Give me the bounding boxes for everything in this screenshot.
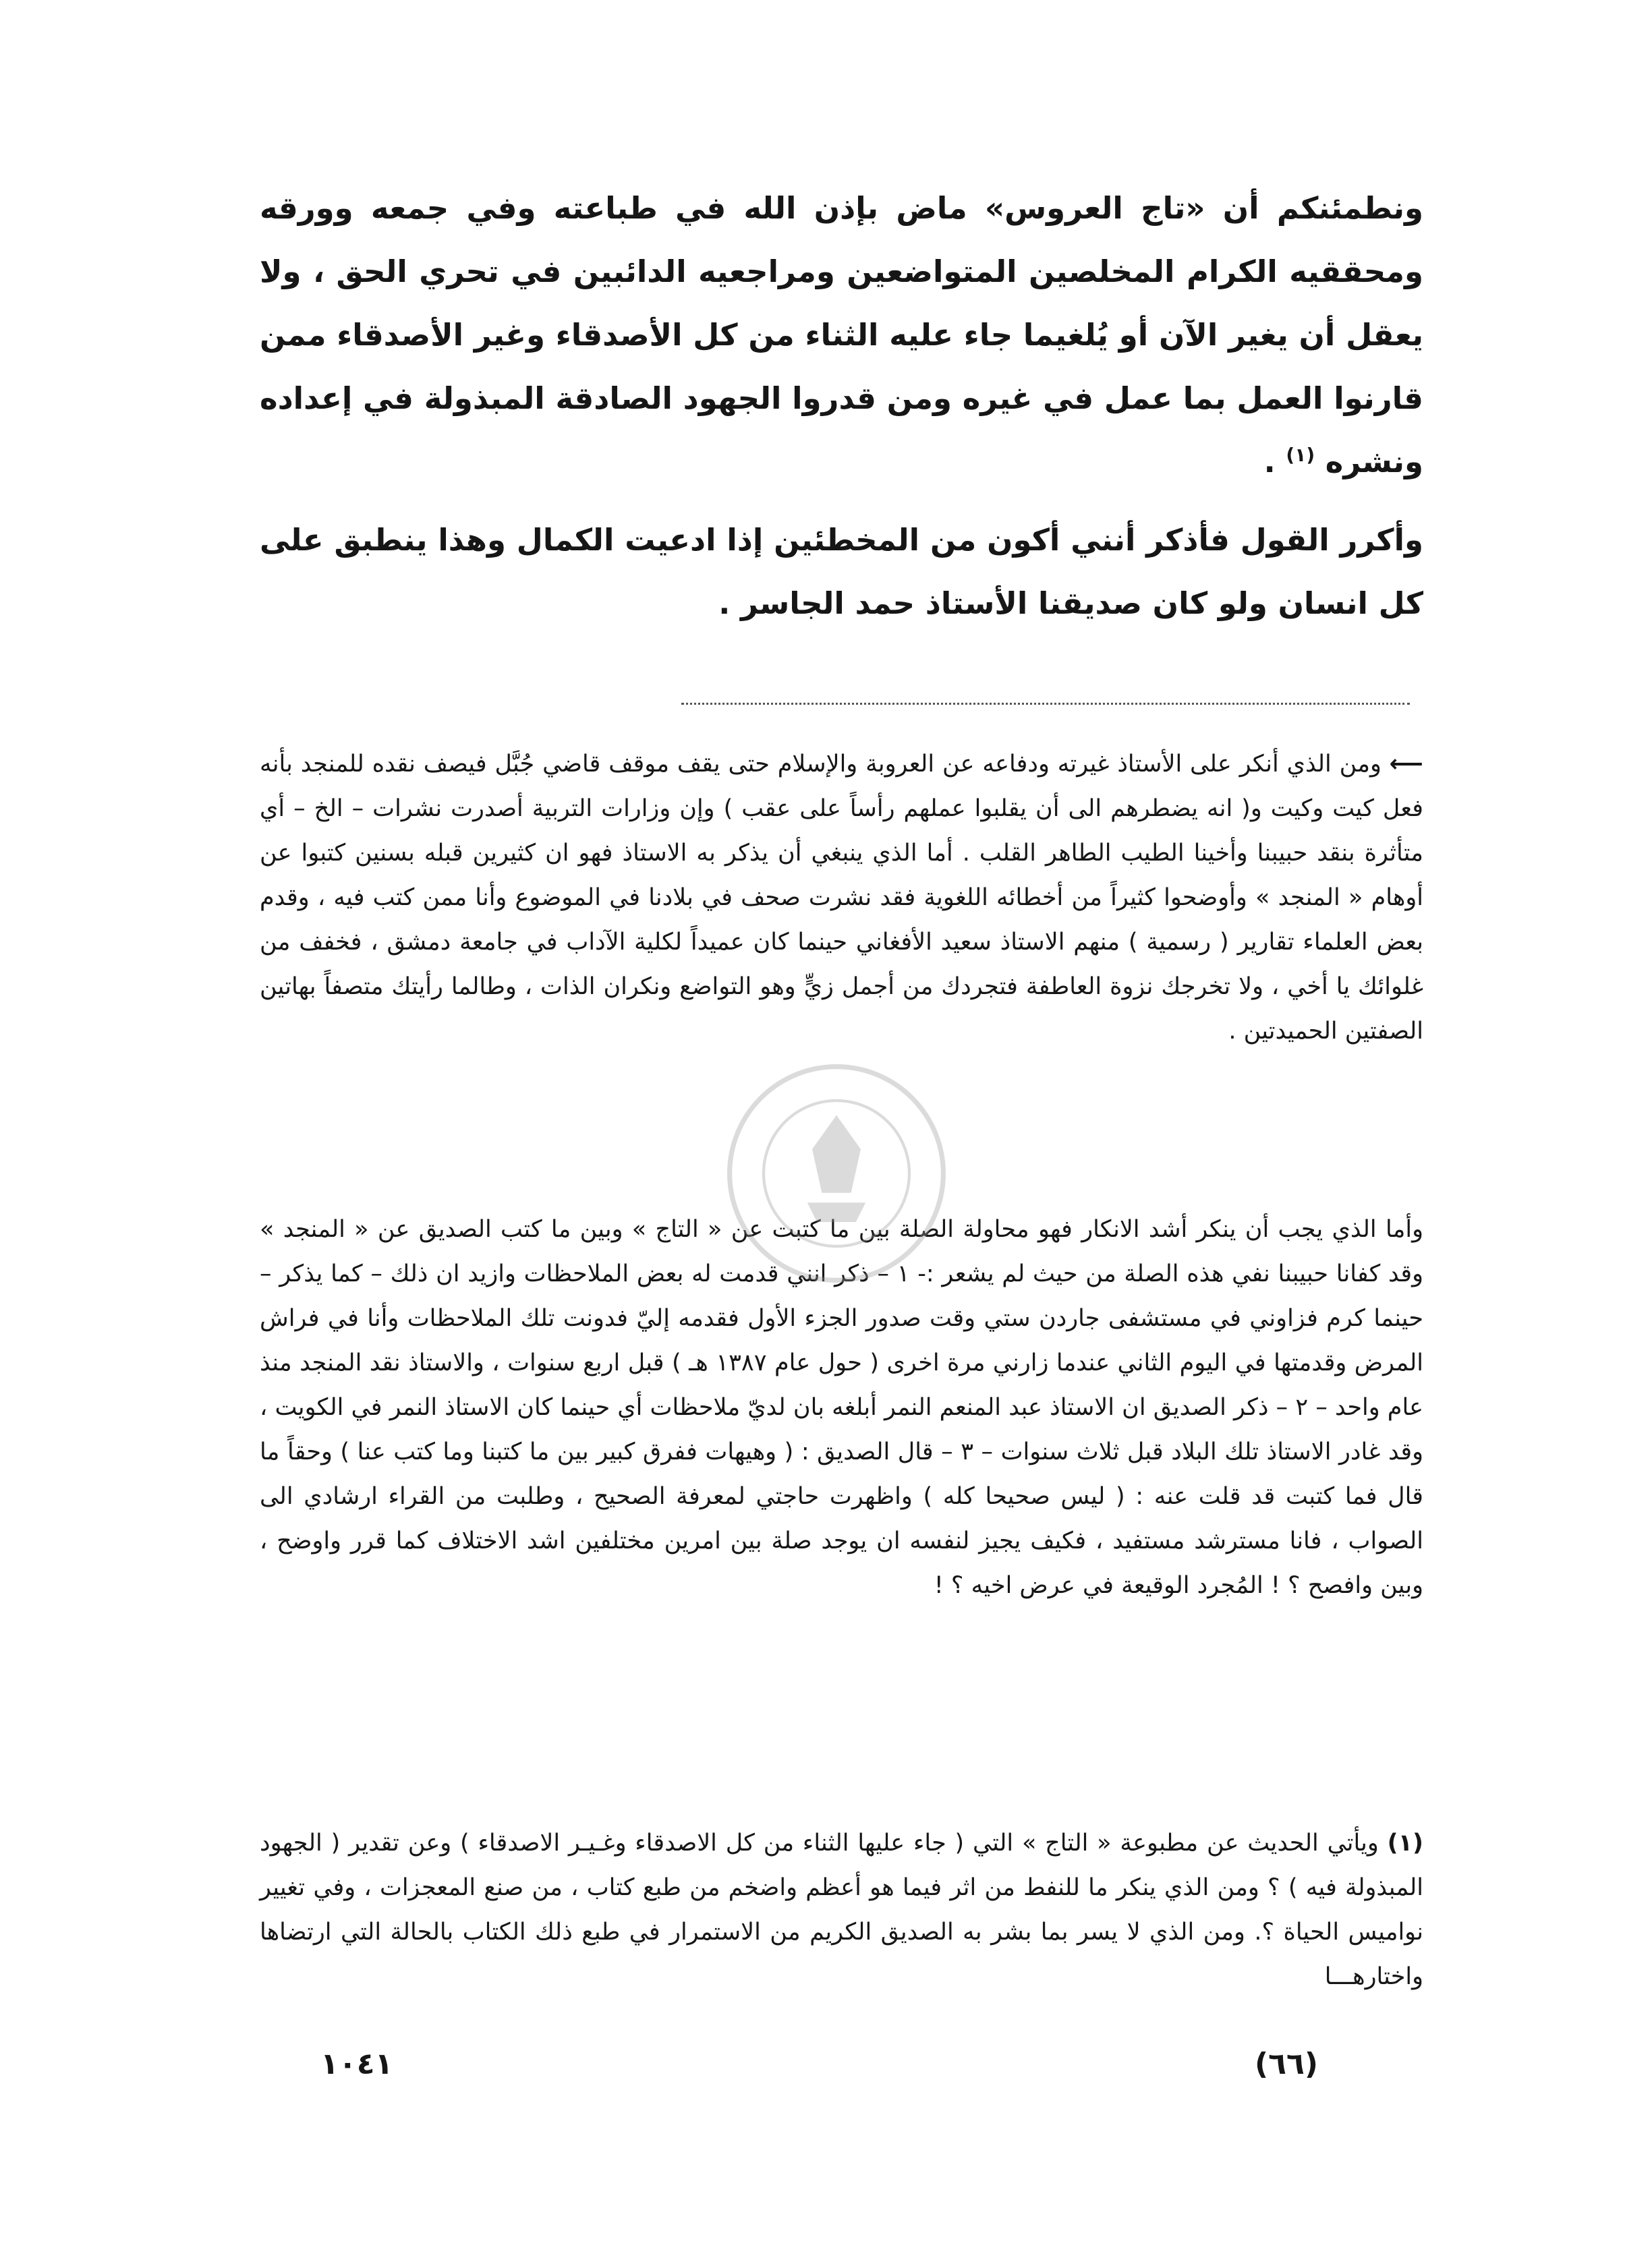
main-paragraph-2: وأكرر القول فأذكر أنني أكون من المخطئين إذا ادعيت الكمال وهذا ينطبق على كل انسان ولو كان صديقنا الأستاذ حمد الجاسر . [260, 522, 1423, 621]
footnote-1-text: ويأتي الحديث عن مطبوعة « التاج » التي ( جاء عليها الثناء من كل الاصدقاء وغـيـر الاصدقاء ) وعن تقدير ( الجهود المبذولة فيه ) ؟ ومن الذي ينكر ما للنفط من اثر فيما هو أعظم واضخم من طبع كتاب ، من صنع المعجزات ، وفي تغيير نواميس الحياة ؟. ومن الذي لا يسر بما بشر به الصديق الكريم من الاستمرار في طبع ذلك الكتاب بالحالة التي ارتضاها واختارهـــا [260, 1830, 1423, 1990]
main-text [260, 177, 1423, 635]
page-number-right: (٦٦) [1255, 2047, 1318, 2081]
footnote-paragraph-text: وأما الذي يجب أن ينكر أشد الانكار فهو محاولة الصلة بين ما كتبت عن « التاج » وبين ما كتب الصديق عن « المنجد » وقد كفانا حبيبنا نفي هذه الصلة من حيث لم يشعر :- ١ – ذكر انني قدمت له بعض الملاحظات وازيد ان ذلك – كما يذكر – حينما كرم فزاوني في مستشفى جاردن ستي وقت صدور الجزء الأول فقدمه إليّ فدونت تلك الملاحظات وأنا في فراش المرض وقدمتها في اليوم الثاني عندما زارني مرة اخرى ( حول عام ١٣٨٧ هـ ) قبل اربع سنوات ، والاستاذ نقد المنجد منذ عام واحد – ٢ – ذكر الصديق ان الاستاذ عبد المنعم النمر أبلغه بان لديّ ملاحظات أي حينما كان الاستاذ النمر في الكويت ، وقد غادر الاستاذ تلك البلاد قبل ثلاث سنوات – ٣ – قال الصديق : ( وهيهات ففرق كبير بين ما كتبنا وما كتب عنا ) وحقاً ما قال فما كتبت قد قلت عنه : ( ليس صحيحا كله ) واظهرت حاجتي لمعرفة الصحيح ، وطلبت من القراء ارشادي الى الصواب ، فانا مسترشد مستفيد ، فكيف يجيز لنفسه ان يوجد صلة بين امرين مختلفين اشد الاختلاف كما قرر واوضح ، وبين وافصح ؟ ! المُجرد الوقيعة في عرض اخيه ؟ ! [260, 1216, 1423, 1599]
main-paragraph-1-end: . [1263, 444, 1286, 479]
footnote-divider [681, 703, 1410, 705]
footnote-1-marker: (١) [1387, 1830, 1423, 1857]
library-stamp-watermark [715, 1052, 958, 1295]
main-paragraph-1-text: ونطمئنكم أن «تاج العروس» ماض بإذن الله في طباعته وفي جمعه وورقه ومحققيه الكرام المخلصين المتواضعين ومراجعيه الدائبين في تحري الحق ، ولا يعقل أن يغير الآن أو يُلغيما جاء عليه الثناء من كل الأصدقاء وغير الأصدقاء ممن قارنوا العمل بما عمل في غيره ومن قدروا الجهود الصادقة المبذولة في إعداده ونشره [260, 190, 1423, 479]
footnote-continuation-text: ومن الذي أنكر على الأستاذ غيرته ودفاعه عن العروبة والإسلام حتى يقف موقف قاضي جُبَّل فيصف نقده للمنجد بأنه فعل كيت وكيت و( انه يضطرهم الى أن يقلبوا عملهم رأساً على عقب ) وإن وزارات التربية أصدرت نشرات – الخ – أي متأثرة بنقد حبيبنا وأخينا الطيب الطاهر القلب . أما الذي ينبغي أن يذكر به الاستاذ فهو ان كثيرين قبله بسنين كتبوا عن أوهام « المنجد » وأوضحوا كثيراً من أخطائه اللغوية فقد نشرت صحف في بلادنا في الموضوع وأنا ممن كتب فيه ، وقدم بعض العلماء تقارير ( رسمية ) منهم الاستاذ سعيد الأفغاني حينما كان عميداً لكلية الآداب في جامعة دمشق ، فخفف من غلوائك يا أخي ، ولا تخرجك نزوة العاطفة فتجردك من أجمل زيٍّ وهو التواضع ونكران الذات ، وطالما رأيتك متصفاً بهاتين الصفتين الحميدتين . [260, 751, 1423, 1045]
page-number-left: ١٠٤١ [320, 2047, 393, 2081]
footnote-reference: (١) [1286, 444, 1315, 466]
main-paragraph-1 [260, 177, 1423, 494]
continuation-arrow-icon: ⟵ [1389, 751, 1423, 778]
footnote-1 [260, 1821, 1423, 1999]
footnote-continuation [260, 742, 1423, 1053]
